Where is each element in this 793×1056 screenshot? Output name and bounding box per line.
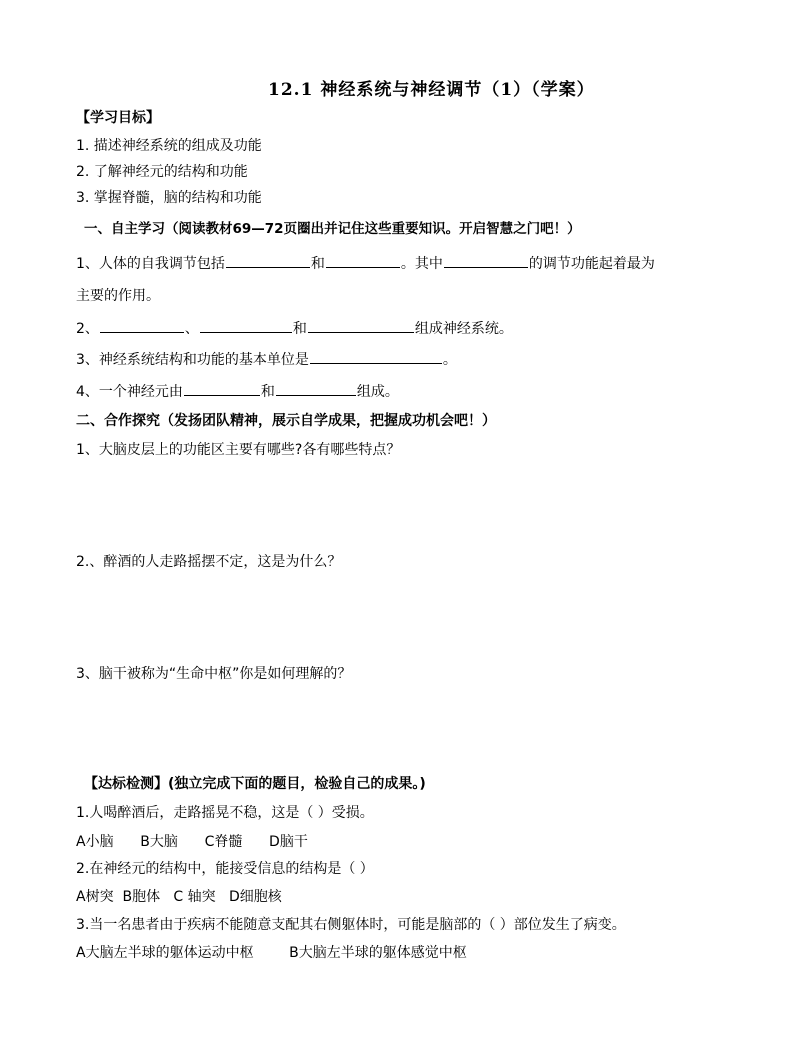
self-study-q1-continued: 主要的作用。 xyxy=(76,288,160,304)
test-question-stem: 3.当一名患者由于疾病不能随意支配其右侧躯体时，可能是脑部的（ ）部位发生了病变。 xyxy=(76,917,626,933)
objective-item: 3. 掌握脊髓，脑的结构和功能 xyxy=(76,190,262,206)
self-study-q3: 3、神经系统结构和功能的基本单位是 。 xyxy=(76,348,457,370)
cooperation-question: 1、大脑皮层上的功能区主要有哪些?各有哪些特点？ xyxy=(76,442,401,458)
test-question-options: A树突 B胞体 C 轴突 D细胞核 xyxy=(76,889,282,905)
answer-blank[interactable] xyxy=(184,380,260,396)
self-study-q2: 2、 、 和 组成神经系统。 xyxy=(76,317,513,339)
answer-blank[interactable] xyxy=(444,252,528,268)
answer-blank[interactable] xyxy=(276,380,356,396)
test-heading: 【达标检测】(独立完成下面的题目，检验自己的成果。) xyxy=(84,776,426,792)
test-question-options: A小脑 B大脑 C脊髓 D脑干 xyxy=(76,834,308,850)
answer-blank[interactable] xyxy=(310,348,442,364)
test-question-stem: 1.人喝醉酒后，走路摇晃不稳，这是（ ）受损。 xyxy=(76,805,374,821)
test-question-options: A大脑左半球的躯体运动中枢 B大脑左半球的躯体感觉中枢 xyxy=(76,945,467,961)
test-question-stem: 2.在神经元的结构中，能接受信息的结构是（ ） xyxy=(76,861,374,877)
page-title: 12.1 神经系统与神经调节（1）（学案） xyxy=(268,80,595,100)
self-study-heading: 一、自主学习（阅读教材69—72页圈出并记住这些重要知识。开启智慧之门吧！） xyxy=(84,221,581,237)
answer-blank[interactable] xyxy=(308,317,414,333)
answer-blank[interactable] xyxy=(100,317,184,333)
cooperation-question: 3、脑干被称为“生命中枢”你是如何理解的？ xyxy=(76,666,352,682)
answer-blank[interactable] xyxy=(326,252,400,268)
self-study-q4: 4、一个神经元由 和 组成。 xyxy=(76,380,399,402)
cooperation-question: 2.、醉酒的人走路摇摆不定，这是为什么？ xyxy=(76,554,342,570)
answer-blank[interactable] xyxy=(226,252,310,268)
self-study-q1: 1、人体的自我调节包括 和 。其中 的调节功能起着最为 xyxy=(76,252,655,274)
objective-item: 2. 了解神经元的结构和功能 xyxy=(76,164,248,180)
answer-blank[interactable] xyxy=(200,317,292,333)
objectives-heading: 【学习目标】 xyxy=(76,110,160,126)
objective-item: 1. 描述神经系统的组成及功能 xyxy=(76,138,262,154)
cooperation-heading: 二、合作探究（发扬团队精神，展示自学成果，把握成功机会吧！） xyxy=(76,413,496,429)
